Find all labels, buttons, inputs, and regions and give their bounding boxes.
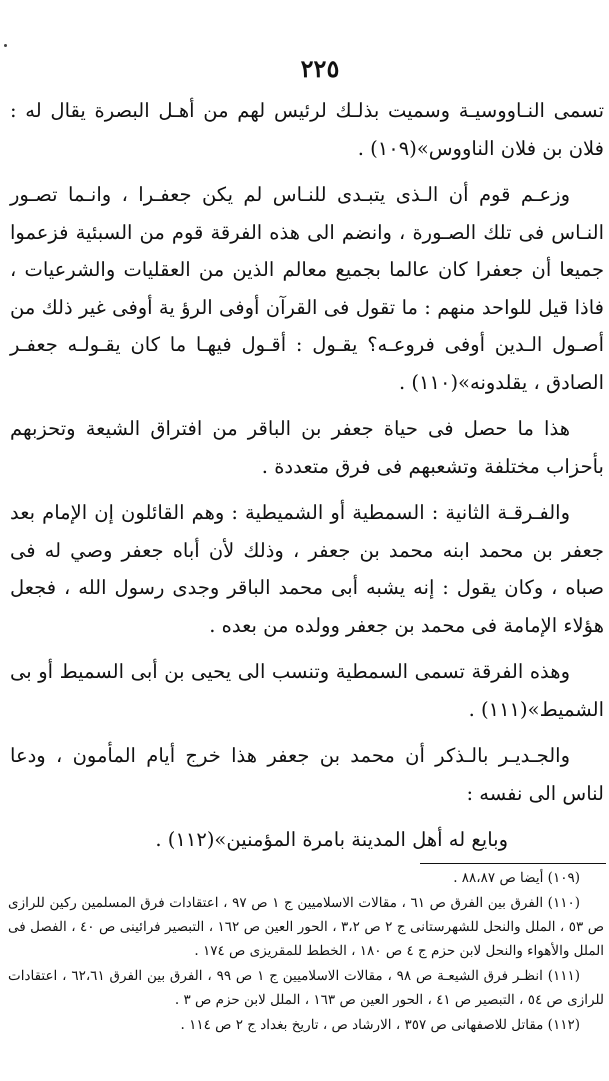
footnotes [8, 866, 604, 1038]
footnote-110: (١١٠) الفرق بين الفرق ص ٦١ ، مقالات الاسلاميين ج ١ ص ٩٧ ، اعتقادات فرق المسلمين ركين للرازى ص ٥٣ ، الملل والنحل للشهرستانى ج ٢ ص ٣،٢ ، الحور العين ص ١٦٢ ، التبصير فرائينى ص ٤٠ ، الفصل فى الملل والأهواء والنحل لابن حزم ج ٤ ص ١٨٠ ، الخطط للمقريزى ص ١٧٤ . [8, 895, 605, 959]
paragraph-7: وبايع له أهل المدينة بامرة المؤمنين»(١١٢) . [155, 828, 508, 851]
footnote-divider [420, 863, 606, 864]
main-text [10, 92, 604, 859]
footnote-109: (١٠٩) أيضا ص ٨٨،٨٧ . [453, 870, 580, 886]
paragraph-2: وزعـم قوم أن الـذى يتبـدى للنـاس لم يكن جعفـرا ، وانـما تصـور النـاس فى تلك الصـورة ، وانضم الى هذه الفرقة قوم من السبئية فزعموا جميعا أن جعفرا كان عالما بجميع معالم الذين من العقليات والشرعيات ، فاذا قيل للواحد منهم : ما تقول فى القرآن أوفى الرؤ ية أوفى غير ذلك من أصـول الـدين أوفى فروعـه؟ يقـول : أقـول فيهـا ما كان يقـولـه جعفـر الصادق ، يقلدونه»(١١٠) . [10, 183, 604, 394]
paragraph-5: وهذه الفرقة تسمى السمطية وتنسب الى يحيى بن أبى السميط أو بى الشميط»(١١١) . [10, 660, 604, 721]
paragraph-4: والفـرقـة الثانية : السمطية أو الشميطية : وهم القائلون إن الإمام بعد جعفر بن محمد ابنه محمد بن جعفر ، وذلك لأن أباه جعفر وصي له فى صباه ، وكان يقول : إنه يشبه أبى محمد الباقر وجدى رسول الله ، فجعل هؤلاء الإمامة فى محمد بن جعفر وولده من بعده . [10, 501, 604, 637]
paragraph-1: تسمى النـاووسيـة وسميت بذلـك لرئيس لهم من أهـل البصرة يقال له : فلان بن فلان الناووس»(١٠٩) . [10, 99, 604, 160]
paragraph-3: هذا ما حصل فى حياة جعفر بن الباقر من افتراق الشيعة وتحزبهم بأحزاب مختلفة وتشعبهم فى فرق متعددة . [10, 417, 604, 478]
footnote-112: (١١٢) مقاتل للاصفهانى ص ٣٥٧ ، الارشاد ص ، تاريخ بغداد ج ٢ ص ١١٤ . [180, 1017, 580, 1033]
footnote-111: (١١١) انظـر فرق الشيعـة ص ٩٨ ، مقالات الاسلاميين ج ١ ص ٩٩ ، الفرق بين الفرق ٦٢،٦١ ، اعتقادات للرازى ص ٥٤ ، التبصير ص ٤١ ، الحور العين ص ١٦٣ ، الملل لابن حزم ص ٣ . [8, 968, 604, 1008]
paragraph-6: والجـديـر بالـذكر أن محمد بن جعفر هذا خرج أيام المأمون ، ودعا لناس الى نفسه : [10, 744, 604, 805]
margin-dot [4, 44, 7, 47]
page-number: ٢٢٥ [300, 54, 340, 83]
